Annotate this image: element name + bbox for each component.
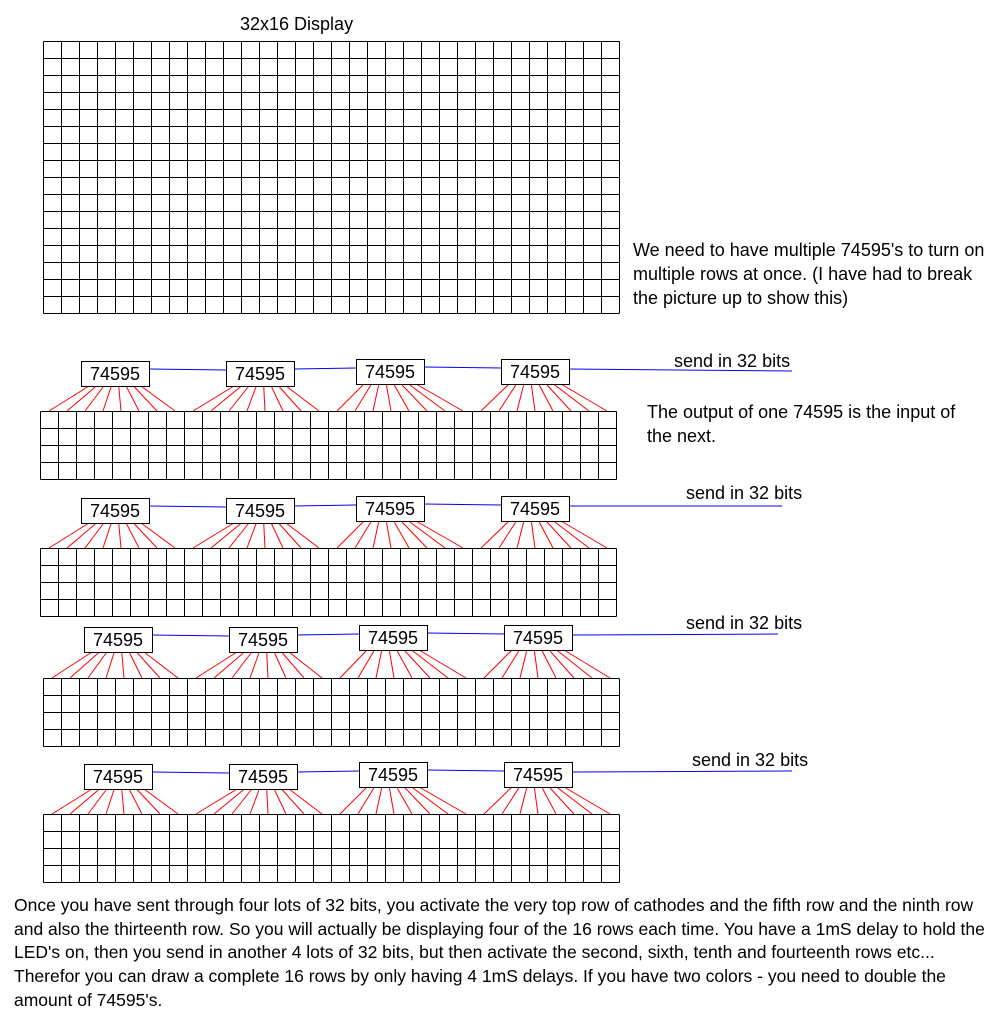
output-wire	[193, 523, 234, 548]
output-wire	[531, 384, 535, 411]
output-wire	[481, 521, 509, 548]
output-wire	[103, 386, 111, 411]
output-wire	[85, 386, 104, 411]
output-wire	[196, 789, 237, 814]
output-wire	[340, 650, 367, 678]
chain-wire	[149, 506, 226, 507]
display-grid-lines	[44, 42, 620, 314]
output-wire	[267, 652, 268, 678]
chip-label: 74595	[89, 364, 141, 384]
segment-grid-lines	[44, 679, 620, 747]
chip-label: 74595	[92, 767, 144, 787]
output-wire	[250, 789, 259, 814]
note-daisy-chain: The output of one 74595 is the input of the next.	[647, 402, 956, 446]
data-input-wire	[572, 634, 778, 635]
output-wire	[88, 652, 107, 678]
chip-label: 74595	[512, 765, 564, 785]
chain-wire	[427, 633, 504, 634]
chip-label: 74595	[512, 628, 564, 648]
output-wire	[229, 386, 249, 411]
send-bits-label: send in 32 bits	[692, 750, 809, 770]
send-bits-label: send in 32 bits	[686, 613, 803, 633]
data-input-wire	[572, 771, 792, 772]
output-wire	[499, 384, 516, 411]
segment-grid-lines	[44, 815, 620, 883]
output-wire	[106, 789, 114, 814]
output-wire	[389, 787, 394, 814]
output-wire	[358, 787, 374, 814]
output-wire	[520, 787, 527, 814]
output-wire	[394, 384, 409, 411]
output-wire	[70, 652, 99, 678]
chain-wire	[152, 635, 229, 636]
output-wire	[193, 386, 234, 411]
output-wire	[282, 789, 304, 814]
output-wire	[386, 521, 391, 548]
output-wire	[534, 787, 538, 814]
output-wire	[517, 384, 524, 411]
segment-grid-lines	[41, 412, 617, 480]
chip-label: 74595	[237, 767, 289, 787]
output-wire	[119, 523, 121, 548]
output-wire	[481, 384, 509, 411]
output-wire	[232, 652, 252, 678]
output-wire	[144, 789, 178, 814]
output-wire	[211, 523, 241, 548]
output-wire	[289, 789, 322, 814]
output-wire	[373, 384, 379, 411]
output-wire	[389, 650, 394, 678]
output-wire	[274, 652, 286, 678]
output-wire	[144, 652, 178, 678]
output-wire	[122, 789, 124, 814]
output-wire	[355, 521, 371, 548]
output-wire	[286, 523, 319, 548]
output-wire	[196, 652, 237, 678]
output-wire	[232, 789, 252, 814]
output-wire	[247, 386, 256, 411]
output-wire	[394, 521, 409, 548]
output-wire	[264, 386, 265, 411]
output-wire	[520, 650, 527, 678]
chain-wire	[297, 771, 359, 772]
chain-wire	[424, 504, 501, 505]
chain-wire	[424, 367, 501, 368]
output-wire	[376, 650, 382, 678]
chip-label: 74595	[237, 630, 289, 650]
output-wire	[103, 523, 111, 548]
output-wire	[88, 789, 107, 814]
output-wire	[542, 787, 556, 814]
output-wire	[282, 652, 304, 678]
output-wire	[85, 523, 104, 548]
output-wire	[271, 386, 283, 411]
chain-wire	[294, 368, 356, 369]
output-wire	[539, 521, 553, 548]
output-wire	[106, 652, 114, 678]
output-wire	[67, 523, 96, 548]
output-wire	[264, 523, 265, 548]
output-wire	[49, 523, 89, 548]
output-wire	[211, 386, 241, 411]
output-wire	[267, 789, 268, 814]
register-segment	[44, 750, 809, 883]
chip-label: 74595	[509, 362, 561, 382]
output-wire	[67, 386, 96, 411]
chain-wire	[152, 772, 229, 773]
chain-wire	[427, 770, 504, 771]
chain-wire	[294, 505, 356, 506]
main-display-grid	[44, 42, 620, 314]
chip-label: 74595	[367, 628, 419, 648]
output-wire	[274, 789, 286, 814]
chip-label: 74595	[364, 499, 416, 519]
output-wire	[289, 652, 322, 678]
chip-label: 74595	[364, 362, 416, 382]
chip-label: 74595	[234, 501, 286, 521]
output-wire	[517, 521, 524, 548]
output-wire	[539, 384, 553, 411]
output-wire	[119, 386, 121, 411]
output-wire	[534, 650, 538, 678]
output-wire	[49, 386, 89, 411]
output-wire	[386, 384, 391, 411]
output-wire	[358, 650, 374, 678]
output-wire	[52, 789, 92, 814]
output-wire	[502, 787, 519, 814]
chain-wire	[149, 369, 226, 370]
output-wire	[214, 652, 244, 678]
output-wire	[70, 789, 99, 814]
output-wire	[214, 789, 244, 814]
output-wire	[122, 652, 124, 678]
segment-grid-lines	[41, 549, 617, 617]
register-segment	[41, 483, 803, 617]
output-wire	[337, 384, 364, 411]
chain-wire	[297, 634, 359, 635]
output-wire	[229, 523, 249, 548]
note-multiplexing-explanation: Once you have sent through four lots of 32 bits, you activate the very top row of cathodes and the fifth row and the ninth row and also the thirteenth row. So you will actually be displaying four of the 16 rows each time. You have a 1mS delay to hold the LED's on, then you send in another 4 lots of 32 bits, but then activate the second, sixth, tenth and fourteenth rows etc... Therefor you can draw a complete 16 rows by only having 4 1mS delays. If you have two colors - you need to double the amount of 74595's.	[14, 895, 985, 1010]
output-wire	[397, 787, 412, 814]
output-wire	[499, 521, 516, 548]
note-multiple-registers: We need to have multiple 74595's to turn on multiple rows at once. (I have had to break the picture up to show this)	[633, 240, 985, 308]
output-wire	[271, 523, 283, 548]
output-wire	[340, 787, 367, 814]
output-wire	[279, 386, 301, 411]
output-wire	[397, 650, 412, 678]
output-wire	[355, 384, 371, 411]
chip-label: 74595	[92, 630, 144, 650]
output-wire	[484, 787, 512, 814]
output-wire	[52, 652, 92, 678]
chip-label: 74595	[89, 501, 141, 521]
send-bits-label: send in 32 bits	[686, 483, 803, 503]
output-wire	[279, 523, 301, 548]
display-title: 32x16 Display	[240, 14, 354, 34]
output-wire	[373, 521, 379, 548]
chip-label: 74595	[509, 499, 561, 519]
output-wire	[337, 521, 364, 548]
output-wire	[502, 650, 519, 678]
output-wire	[286, 386, 319, 411]
output-wire	[141, 386, 175, 411]
register-segment	[44, 613, 803, 747]
output-wire	[542, 650, 556, 678]
output-wire	[247, 523, 256, 548]
chip-label: 74595	[234, 364, 286, 384]
send-bits-label: send in 32 bits	[674, 351, 791, 371]
output-wire	[484, 650, 512, 678]
chip-label: 74595	[367, 765, 419, 785]
output-wire	[531, 521, 535, 548]
output-wire	[376, 787, 382, 814]
output-wire	[141, 523, 175, 548]
output-wire	[250, 652, 259, 678]
